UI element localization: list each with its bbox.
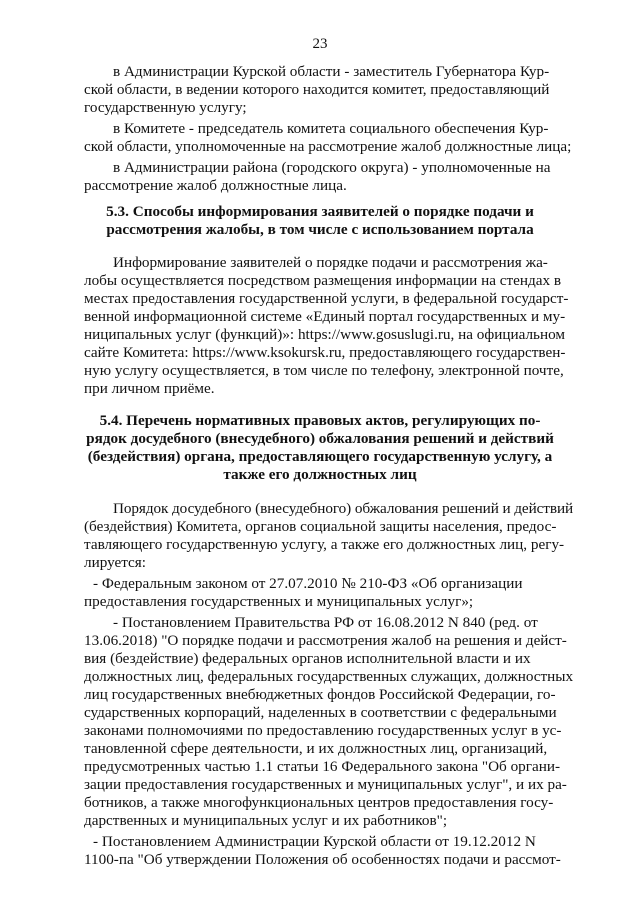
section-5-3-heading-line: 5.3. Способы информирования заявителей о порядке подачи и [106,203,534,220]
intro-line: рассмотрение жалоб должностные лица. [84,177,347,194]
section-5-4-heading-line: (бездействия) органа, предоставляющего государственную услугу, а [87,448,553,465]
section-5-3-body-line: венной информационной системе «Единый портал государственных и му- [84,308,566,325]
section-5-3-body-line: лобы осуществляется посредством размещения информации на стендах в [84,272,562,289]
section-5-4-body-line: (бездействия) Комитета, органов социальной защиты населения, предос- [84,518,557,535]
section-5-4-heading-line: 5.4. Перечень нормативных правовых актов, регулирующих по- [99,412,541,429]
section-5-3-body-line: при личном приёме. [84,380,215,397]
section-5-3-body-line: ную услугу осуществляется, в том числе по телефону, электронной почте, [84,362,564,379]
section-5-3-body-line: Информирование заявителей о порядке подачи и рассмотрения жа- [113,254,548,271]
section-5-4-body-line: 1100-па "Об утверждении Положения об особенностях подачи и рассмот- [84,851,561,868]
section-5-4-body-line: - Постановлением Администрации Курской области от 19.12.2012 N [93,833,536,850]
section-5-4-heading-line: рядок досудебного (внесудебного) обжалования решений и действий [86,430,554,447]
section-5-4-heading-line: также его должностных лиц [223,466,417,483]
section-5-4-body-line: Порядок досудебного (внесудебного) обжалования решений и действий [113,500,574,517]
section-5-4-body-line: лируется: [84,554,147,571]
section-5-4-body-line: тановленной сфере деятельности, и их должностных лиц, организаций, [84,740,548,757]
section-5-4-body-line: тавляющего государственную услугу, а также его должностных лиц, регу- [84,536,565,553]
intro-line: ской области, уполномоченные на рассмотрение жалоб должностные лица; [84,138,572,155]
intro-line: в Администрации Курской области - заместитель Губернатора Кур- [113,63,550,80]
section-5-4-body-line: зации предоставления государственных и муниципальных услуг", и их ра- [84,776,567,793]
section-5-4-body-line: законами полномочиями по предоставлению государственных услуг в ус- [84,722,562,739]
intro-line: в Комитете - председатель комитета социального обеспечения Кур- [113,120,549,137]
section-5-4-body-line: сударственных корпораций, наделенных в соответствии с федеральными [84,704,557,721]
intro-line: государственную услугу; [84,99,247,116]
section-5-4-body-line: - Федеральным законом от 27.07.2010 № 210-ФЗ «Об организации [93,575,523,592]
section-5-3-body-line: местах предоставления государственной услуги, в федеральной государст- [84,290,569,307]
section-5-4-body-line: ботников, а также многофункциональных центров предоставления госу- [84,794,554,811]
section-5-4-body-line: - Постановлением Правительства РФ от 16.08.2012 N 840 (ред. от [113,614,538,631]
section-5-4-body-line: предусмотренных частью 1.1 статьи 16 Федерального закона "Об органи- [84,758,561,775]
section-5-4-body-line: предоставления государственных и муниципальных услуг»; [84,593,474,610]
section-5-4-body-line: дарственных и муниципальных услуг и их работников"; [84,812,448,829]
section-5-3-body-line: сайте Комитета: https://www.ksokursk.ru, предоставляющего государствен- [84,344,566,361]
section-5-4-body-line: должностных лиц, федеральных государственных служащих, должностных [84,668,574,685]
intro-line: ской области, в ведении которого находится комитет, предоставляющий [84,81,550,98]
page-number: 23 [312,36,328,52]
section-5-4-body-line: 13.06.2018) "О порядке подачи и рассмотрения жалоб на решения и дейст- [84,632,567,649]
section-5-3-body-line: ниципальных услуг (функций)»: https://www.gosuslugi.ru, на официальном [84,326,566,343]
section-5-4-body-line: вия (бездействие) федеральных органов исполнительной власти и их [84,650,531,667]
section-5-4-body-line: лиц государственных внебюджетных фондов Российской Федерации, го- [84,686,556,703]
intro-line: в Администрации района (городского округа) - уполномоченные на [113,159,551,176]
section-5-3-heading-line: рассмотрения жалобы, в том числе с использованием портала [106,221,534,238]
